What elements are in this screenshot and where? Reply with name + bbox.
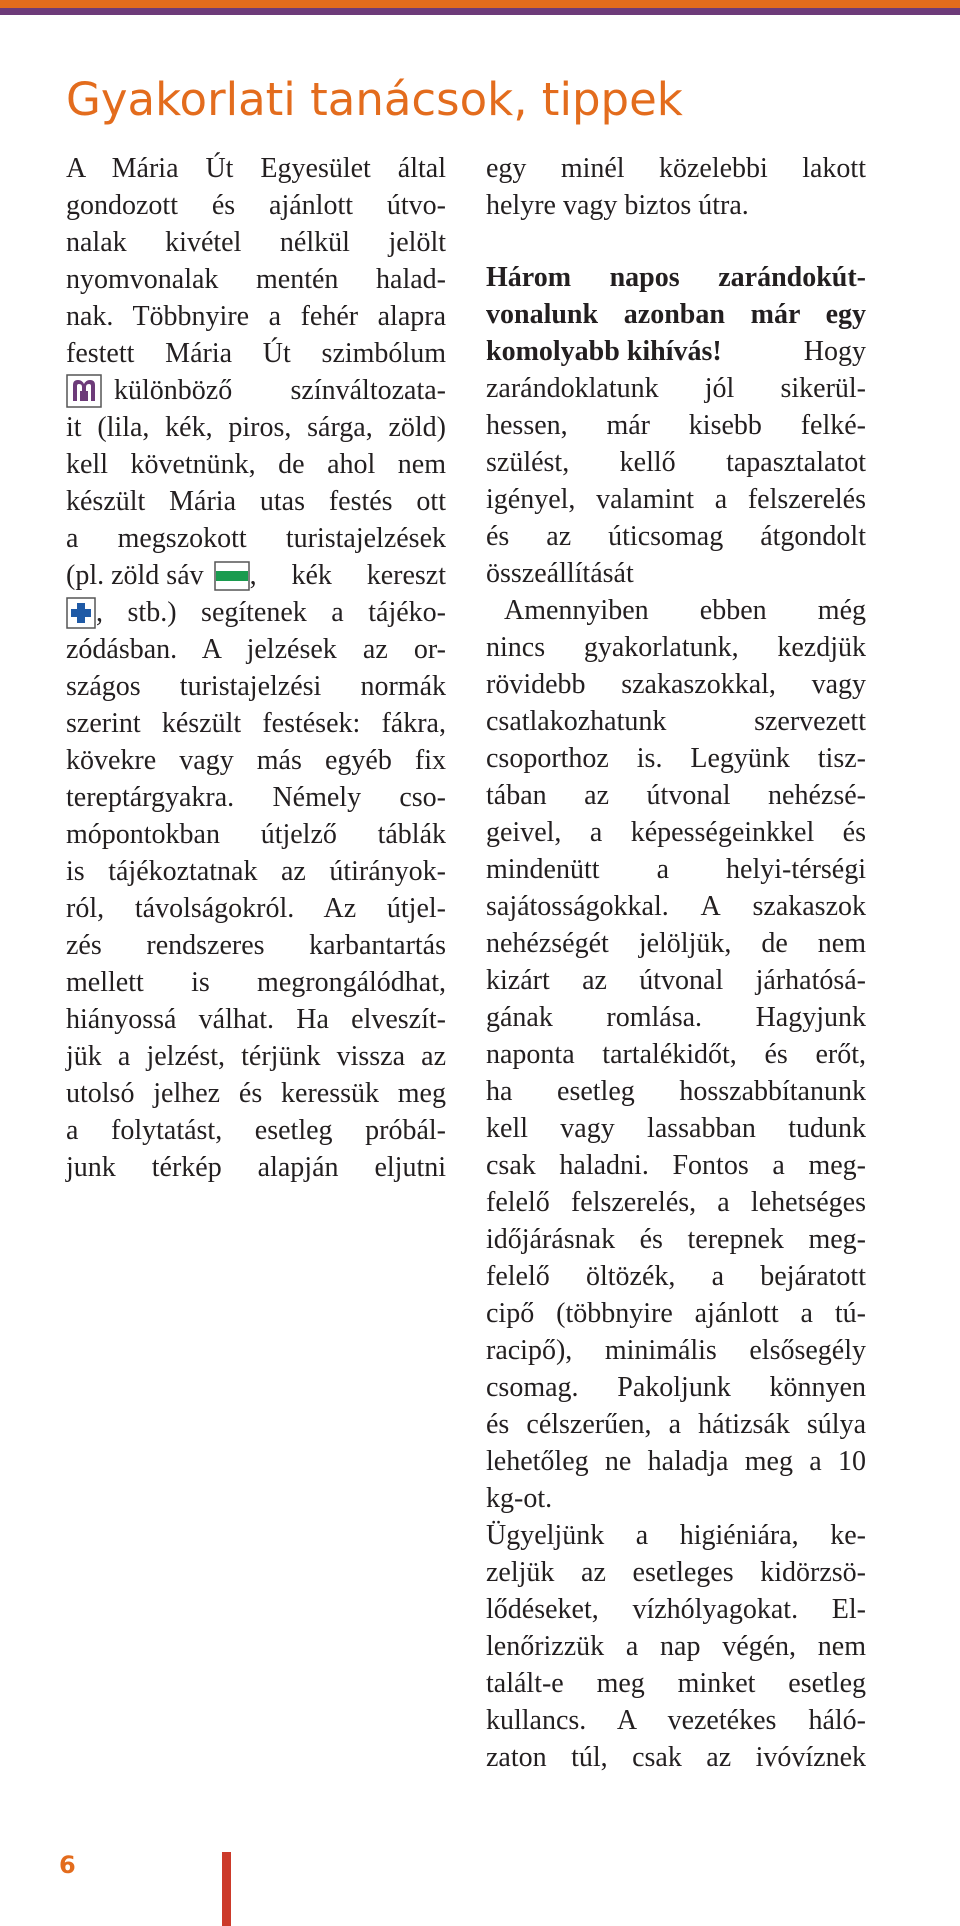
text-line: rövidebb szakaszokkal, vagy bbox=[486, 669, 866, 700]
green-stripe-trail-marker-icon bbox=[214, 561, 250, 591]
text-line: különböző színváltozata- bbox=[114, 375, 446, 406]
text-line: készült Mária utas festés ott bbox=[66, 486, 446, 517]
text-line: zarándoklatunk jól sikerül- bbox=[486, 373, 866, 404]
text-line: felelő felszerelés, a lehetséges bbox=[486, 1187, 866, 1218]
text-line: csomag. Pakoljunk könnyen bbox=[486, 1372, 866, 1403]
text-line: lenőrizzük a nap végén, nem bbox=[486, 1631, 866, 1662]
text-line: egy minél közelebbi lakott bbox=[486, 153, 866, 184]
mixed-text-line bbox=[486, 333, 866, 370]
text-line: jük a jelzést, térjünk vissza az bbox=[66, 1041, 446, 1072]
text-line: nalak kivétel nélkül jelölt bbox=[66, 227, 446, 258]
text-line: és célszerűen, a hátizsák súlya bbox=[486, 1409, 866, 1440]
text-line: kg-ot. bbox=[486, 1483, 553, 1514]
text-line: hiányossá válhat. Ha elveszít- bbox=[66, 1004, 446, 1035]
text-line: kell követnünk, de ahol nem bbox=[66, 449, 446, 480]
text-line: ról, távolságokról. Az útjel- bbox=[66, 893, 446, 924]
text-line: it (lila, kék, piros, sárga, zöld) bbox=[66, 412, 446, 443]
text-line: , stb.) segítenek a tájéko- bbox=[96, 597, 446, 628]
text-line: is tájékoztatnak az útirányok- bbox=[66, 856, 446, 887]
text-line: lehetőleg ne haladja meg a 10 bbox=[486, 1446, 866, 1477]
text-line: Ügyeljünk a higiéniára, ke- bbox=[486, 1520, 866, 1551]
text-line: naponta tartalékidőt, és erőt, bbox=[486, 1039, 866, 1070]
text-line: a folytatást, esetleg próbál- bbox=[66, 1115, 446, 1146]
text-line: mindenütt a helyi-térségi bbox=[486, 854, 866, 885]
bold-text-line: vonalunk azonban már egy bbox=[486, 299, 866, 330]
page-number: 6 bbox=[59, 1851, 76, 1879]
text-line: festett Mária Út szimbólum bbox=[66, 338, 446, 369]
text-line: nincs gyakorlatunk, kezdjük bbox=[486, 632, 866, 663]
text-line: junk térkép alapján eljutni bbox=[66, 1152, 446, 1183]
text-line: a megszokott turistajelzések bbox=[66, 523, 446, 554]
text-line: nyomvonalak mentén halad- bbox=[66, 264, 446, 295]
text-line: időjárásnak és terepnek meg- bbox=[486, 1224, 866, 1255]
text-line: , kék kereszt bbox=[249, 560, 446, 591]
top-accent-bar-purple bbox=[0, 8, 960, 15]
text-line: igényel, valamint a felszerelés bbox=[486, 484, 866, 515]
text-line: kullancs. A vezetékes háló- bbox=[486, 1705, 866, 1736]
footer-accent-bar bbox=[222, 1852, 231, 1926]
text-line: kövekre vagy más egyéb fix bbox=[66, 745, 446, 776]
text-line: zeljük az esetleges kidörzsö- bbox=[486, 1557, 866, 1588]
text-line: hessen, már kisebb felké- bbox=[486, 410, 866, 441]
bold-text-line: Három napos zarándokút- bbox=[486, 262, 866, 293]
text-line-with-icon bbox=[66, 594, 446, 631]
text-line: csatlakozhatunk szervezett bbox=[486, 706, 866, 737]
text-line: zódásban. A jelzések az or- bbox=[66, 634, 446, 665]
left-text-column bbox=[66, 150, 446, 1186]
text-line: csak haladni. Fontos a meg- bbox=[486, 1150, 866, 1181]
text-line: szágos turistajelzési normák bbox=[66, 671, 446, 702]
text-line: cipő (többnyire ajánlott a tú- bbox=[486, 1298, 866, 1329]
bold-text-span: komolyabb kihívás! bbox=[486, 336, 722, 367]
text-line: utolsó jelhez és keressük meg bbox=[66, 1078, 446, 1109]
text-line: mellett is megrongálódhat, bbox=[66, 967, 446, 998]
text-line: zés rendszeres karbantartás bbox=[66, 930, 446, 961]
text-line: csoporthoz is. Legyünk tisz- bbox=[486, 743, 866, 774]
text-line: mópontokban útjelző táblák bbox=[66, 819, 446, 850]
text-line: tereptárgyakra. Némely cso- bbox=[66, 782, 446, 813]
text-span: Hogy bbox=[721, 336, 866, 367]
text-line: nak. Többnyire a fehér alapra bbox=[66, 301, 446, 332]
text-line: A Mária Út Egyesület által bbox=[66, 153, 446, 184]
text-line: gondozott és ajánlott útvo- bbox=[66, 190, 446, 221]
blue-cross-trail-marker-icon bbox=[66, 597, 96, 629]
text-line: racipő), minimális elsősegély bbox=[486, 1335, 866, 1366]
text-line: kizárt az útvonal járhatósá- bbox=[486, 965, 866, 996]
text-line: felelő öltözék, a bejáratott bbox=[486, 1261, 866, 1292]
text-line: helyre vagy biztos útra. bbox=[486, 190, 749, 221]
text-line: (pl. zöld sáv bbox=[66, 560, 204, 591]
text-line: talált-e meg minket esetleg bbox=[486, 1668, 866, 1699]
maria-ut-m-symbol-icon bbox=[66, 374, 102, 408]
text-line: nehézségét jelöljük, de nem bbox=[486, 928, 866, 959]
text-line-with-icon bbox=[66, 372, 446, 409]
right-text-column bbox=[486, 150, 866, 1776]
text-line: ha esetleg hosszabbítanunk bbox=[486, 1076, 866, 1107]
top-accent-bar-orange bbox=[0, 0, 960, 8]
text-line: tában az útvonal nehézsé- bbox=[486, 780, 866, 811]
paragraph-gap bbox=[486, 224, 866, 259]
text-line: sajátosságokkal. A szakaszok bbox=[486, 891, 866, 922]
page-title: Gyakorlati tanácsok, tippek bbox=[66, 73, 683, 126]
text-line: szülést, kellő tapasztalatot bbox=[486, 447, 866, 478]
text-line: szerint készült festések: fákra, bbox=[66, 708, 446, 739]
text-line: zaton túl, csak az ivóvíznek bbox=[486, 1742, 866, 1773]
text-line: Amennyiben ebben még bbox=[504, 595, 866, 626]
text-line-with-icon bbox=[66, 557, 446, 594]
text-line: és az úticsomag átgondolt bbox=[486, 521, 866, 552]
text-line: geivel, a képességeinkkel és bbox=[486, 817, 866, 848]
text-line: összeállítását bbox=[486, 558, 634, 589]
text-line: gának romlása. Hagyjunk bbox=[486, 1002, 866, 1033]
text-line: lődéseket, vízhólyagokat. El- bbox=[486, 1594, 866, 1625]
text-line: kell vagy lassabban tudunk bbox=[486, 1113, 866, 1144]
